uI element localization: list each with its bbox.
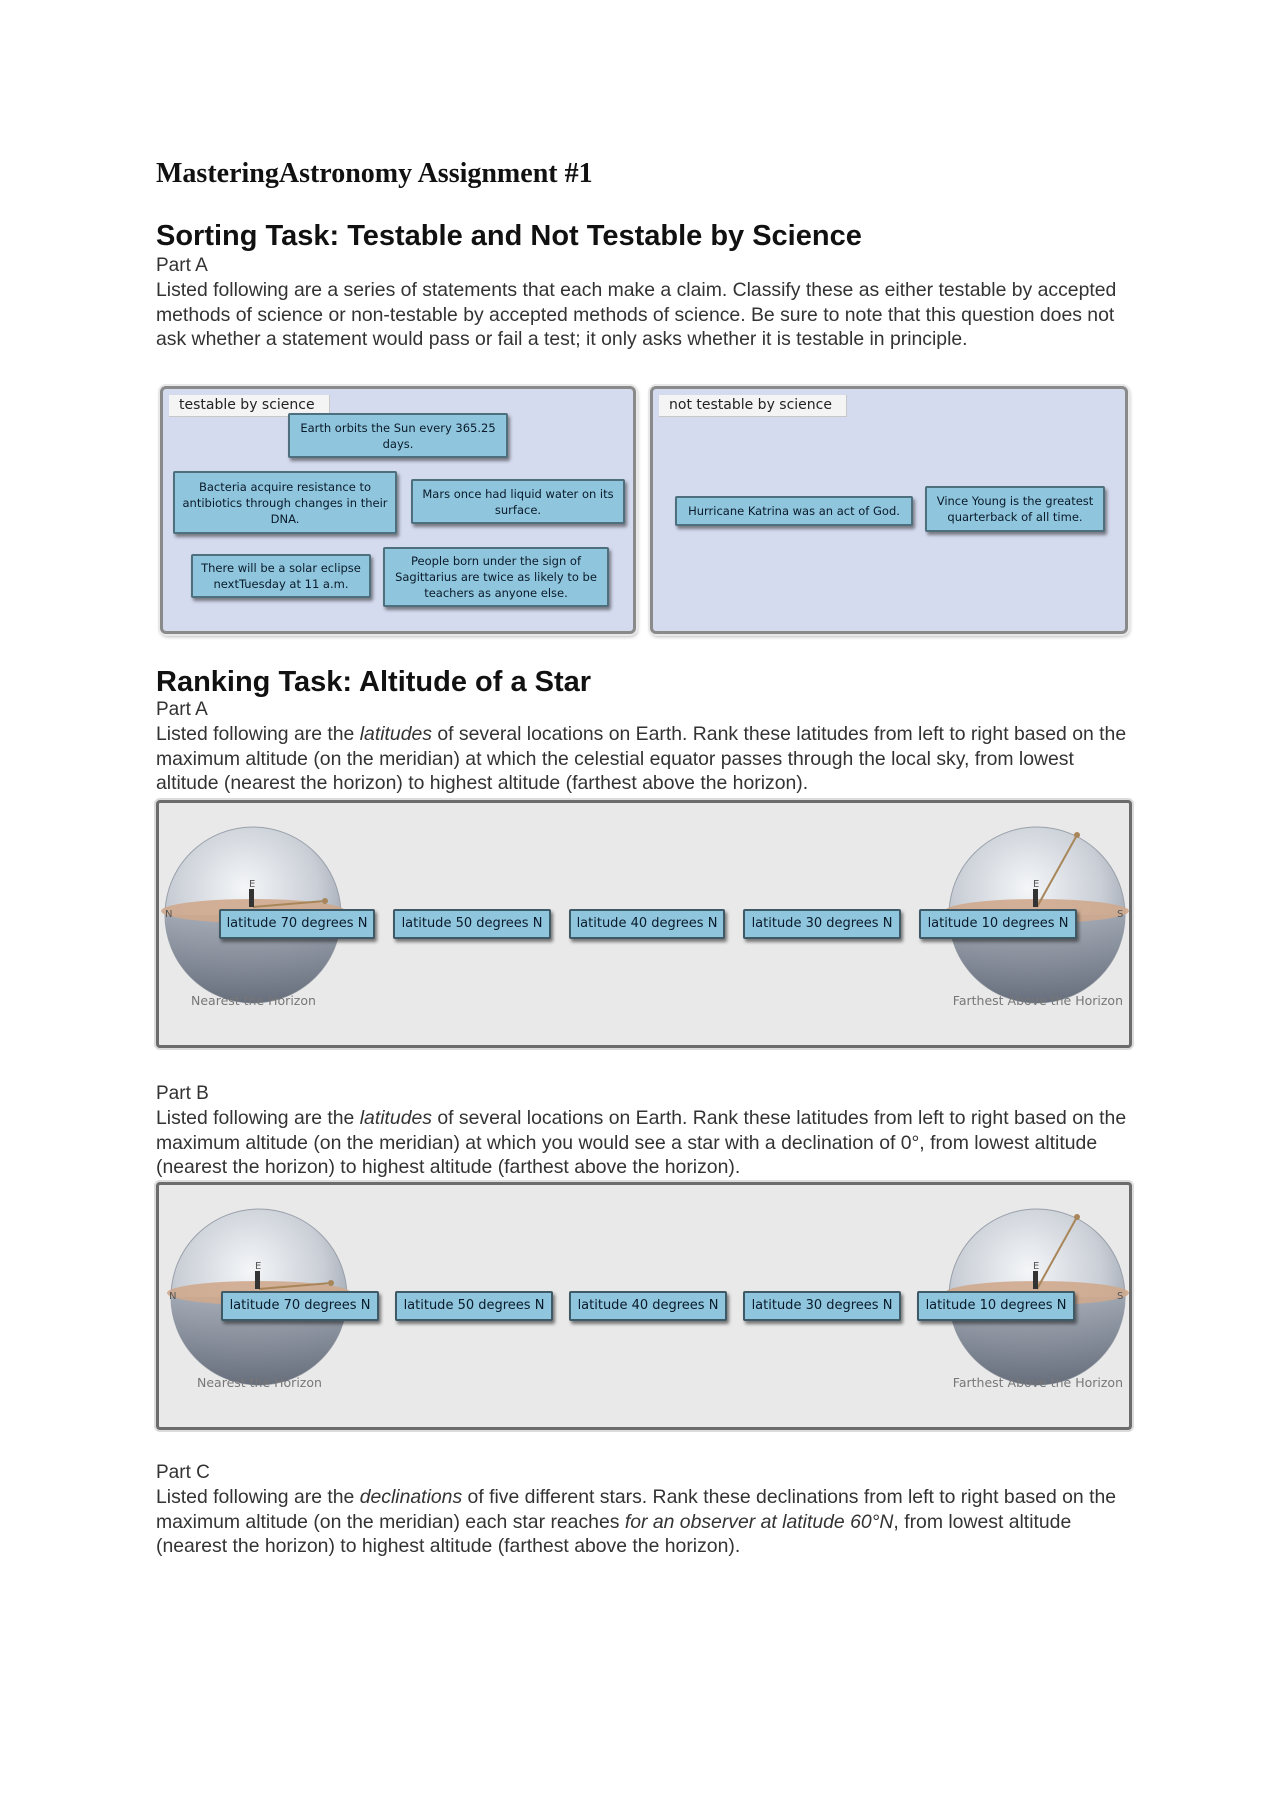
ranking-item[interactable]: latitude 50 degrees N — [393, 909, 551, 939]
ranking-part-a-panel[interactable] — [156, 800, 1132, 1048]
ranking-part-a-instructions: Listed following are the latitudes of several locations on Earth. Rank these latitudes from left to right based on the maximum altitude (on the meridian) at which the celestial equator passes through the local sky, from lowest altitude (nearest the horizon) to highest altitude (farthest above the horizon). — [156, 723, 1127, 795]
svg-text:E: E — [1033, 879, 1040, 890]
testable-zone-title: testable by science — [169, 395, 330, 417]
statement-card[interactable]: Earth orbits the Sun every 365.25 days. — [288, 413, 508, 458]
globe-east-letter: E — [249, 879, 256, 890]
svg-text:E: E — [1033, 1261, 1040, 1272]
statement-card[interactable]: Vince Young is the greatest quarterback of all time. — [925, 486, 1105, 532]
statement-card[interactable]: There will be a solar eclipse nextTuesday at 11 a.m. — [191, 554, 371, 598]
sorting-part-a-label: Part A — [156, 255, 208, 276]
ranking-part-b-label: Part B — [156, 1083, 209, 1104]
ranking-item[interactable]: latitude 10 degrees N — [919, 909, 1077, 939]
testable-drop-zone[interactable] — [160, 386, 636, 634]
farthest-horizon-label: Farthest Above the Horizon — [952, 1375, 1123, 1390]
ranking-part-b-instructions: Listed following are the latitudes of several locations on Earth. Rank these latitudes from left to right based on the maximum altitude (on the meridian) at which you would see a star with a declination of 0°, from lowest altitude (nearest the horizon) to highest altitude (farthest above the horizon). — [156, 1107, 1127, 1179]
nearest-horizon-label: Nearest the Horizon — [191, 993, 316, 1008]
ranking-item[interactable]: latitude 70 degrees N — [221, 1291, 379, 1321]
statement-card[interactable]: Mars once had liquid water on its surface. — [411, 479, 625, 524]
ranking-item[interactable]: latitude 30 degrees N — [743, 1291, 901, 1321]
statement-card[interactable]: Hurricane Katrina was an act of God. — [675, 496, 913, 526]
statement-card[interactable]: Bacteria acquire resistance to antibiotics through changes in their DNA. — [173, 471, 397, 534]
not-testable-drop-zone[interactable] — [650, 386, 1128, 634]
ranking-part-a-label: Part A — [156, 699, 208, 720]
ranking-item[interactable]: latitude 30 degrees N — [743, 909, 901, 939]
ranking-item[interactable]: latitude 70 degrees N — [219, 909, 375, 939]
sorting-instructions: Listed following are a series of statements that each make a claim. Classify these as either testable by accepted methods of science or non-testable by accepted methods of science. Be sure to note that this question does not ask whether a statement would pass or fail a test; it only asks whether it is testable in principle. — [156, 279, 1117, 351]
ranking-part-c-label: Part C — [156, 1462, 210, 1483]
globe-south-letter: S — [1117, 909, 1124, 920]
ranking-item[interactable]: latitude 10 degrees N — [917, 1291, 1075, 1321]
globe-north-letter: N — [165, 909, 173, 920]
ranking-part-c-instructions: Listed following are the declinations of five different stars. Rank these declinations from left to right based on the maximum altitude (on the meridian) each star reaches for an observer at latitude 60°N, from lowest altitude (nearest the horizon) to highest altitude (farthest above the horizon). — [156, 1486, 1117, 1558]
statement-card[interactable]: People born under the sign of Sagittarius are twice as likely to be teachers as anyone else. — [383, 547, 609, 607]
ranking-heading: Ranking Task: Altitude of a Star — [156, 666, 592, 698]
svg-text:S: S — [1117, 1291, 1124, 1302]
ranking-part-b-panel[interactable] — [156, 1182, 1132, 1430]
ranking-item[interactable]: latitude 50 degrees N — [395, 1291, 553, 1321]
svg-text:N: N — [169, 1291, 177, 1302]
farthest-horizon-label: Farthest Above the Horizon — [952, 993, 1123, 1008]
ranking-item[interactable]: latitude 40 degrees N — [569, 909, 725, 939]
nearest-horizon-label: Nearest the Horizon — [197, 1375, 322, 1390]
ranking-item[interactable]: latitude 40 degrees N — [569, 1291, 727, 1321]
sorting-heading: Sorting Task: Testable and Not Testable by Science — [156, 220, 862, 252]
not-testable-zone-title: not testable by science — [659, 395, 847, 417]
document-title: MasteringAstronomy Assignment #1 — [156, 158, 593, 189]
svg-text:E: E — [255, 1261, 262, 1272]
